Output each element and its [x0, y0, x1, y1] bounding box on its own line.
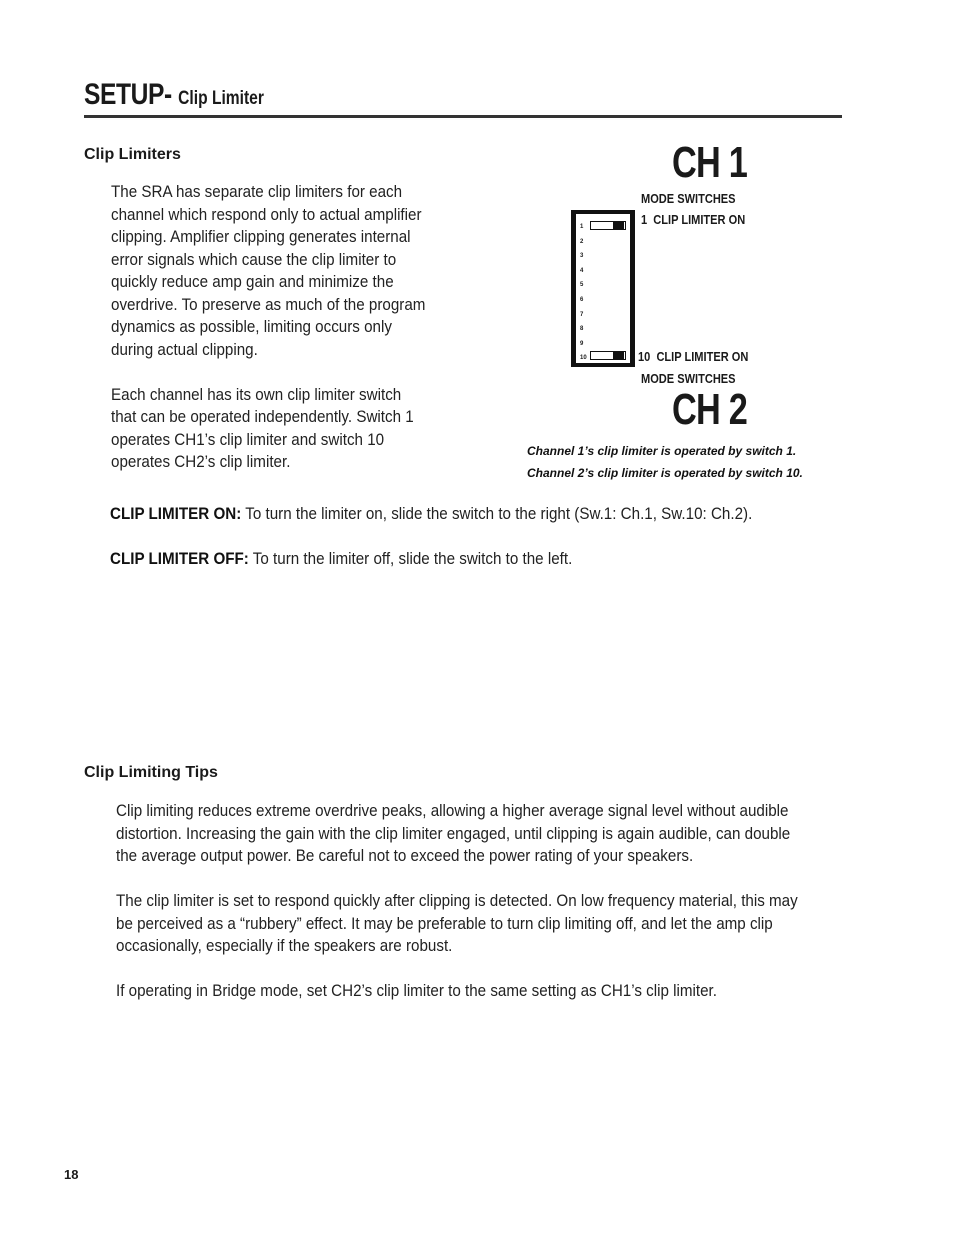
switch-number: 1	[580, 224, 584, 230]
switch-number: 4	[580, 267, 584, 274]
diagram-caption-1: Channel 1’s clip limiter is operated by switch 1.	[527, 444, 797, 458]
switch-10-number: 10	[638, 349, 651, 364]
dip-switch-1	[590, 221, 626, 230]
dip-switch-1-knob-on	[613, 222, 624, 229]
clip-limiter-on-text	[110, 503, 752, 525]
switch-number: 7	[580, 311, 584, 318]
dip-switch-block	[571, 210, 635, 367]
switch-number: 9	[580, 340, 584, 347]
clip-limiter-off-description: To turn the limiter off, slide the switch to the left.	[248, 550, 573, 568]
title-sub: Clip Limiter	[178, 88, 264, 109]
dip-switch-10-knob-on	[613, 352, 624, 359]
switch-10-label: CLIP LIMITER ON	[656, 349, 749, 364]
header-rule	[84, 115, 842, 118]
mode-switches-label-top: MODE SWITCHES	[641, 191, 736, 206]
section2-paragraph-3: If operating in Bridge mode, set CH2’s clip limiter to the same setting as CH1’s clip limiter.	[116, 982, 717, 1000]
switch-1-callout	[641, 212, 745, 227]
section2-paragraph-1: Clip limiting reduces extreme overdrive peaks, allowing a higher average signal level without audible distortion. Increasing the gain with the clip limiter engaged, until clipping is again audible, can double the average output power. Be careful not to exceed the power rating of your speakers.	[116, 802, 791, 865]
switch-1-label: CLIP LIMITER ON	[653, 212, 746, 227]
dip-switch-body	[576, 214, 630, 363]
switch-10-callout	[638, 349, 748, 364]
clip-limiter-on-label: CLIP LIMITER ON:	[110, 505, 242, 523]
title-main: SETUP-	[84, 78, 172, 111]
section2-paragraph-2: The clip limiter is set to respond quickly after clipping is detected. On low frequency material, this may be perceived as a “rubbery” effect. It may be preferable to turn clip limiting off, and let the amp clip occasionally, especially if the speakers are robust.	[116, 892, 798, 955]
switch-number: 5	[580, 282, 584, 289]
clip-limiter-off-text	[110, 548, 572, 570]
diagram-caption-2: Channel 2’s clip limiter is operated by switch 10.	[527, 466, 803, 480]
switch-number: 8	[580, 326, 584, 333]
mode-switches-label-bottom: MODE SWITCHES	[641, 371, 736, 386]
page-title	[84, 78, 264, 112]
switch-number-column	[580, 220, 587, 366]
section2-body	[116, 800, 815, 1025]
section1-body	[111, 181, 442, 496]
page-number: 18	[64, 1167, 79, 1182]
switch-number: 6	[580, 296, 584, 303]
switch-number: 3	[580, 253, 584, 260]
switch-number: 2	[580, 238, 584, 245]
section1-paragraph-2: Each channel has its own clip limiter switch that can be operated independently. Switch 1 operates CH1’s clip limiter and switch 10 operates CH2’s clip limiter.	[111, 385, 414, 471]
switch-number: 10	[580, 355, 587, 362]
section-heading-clip-limiting-tips: Clip Limiting Tips	[84, 764, 218, 781]
section1-paragraph-1: The SRA has separate clip limiters for each channel which respond only to actual amplifier clipping. Amplifier clipping generates internal error signals which cause the clip limiter to quickly reduce amp gain and minimize the overdrive. To preserve as much of the program dynamics as possible, limiting occurs only during actual clipping.	[111, 183, 426, 359]
ch1-label: CH 1	[672, 138, 748, 187]
switch-1-number: 1	[641, 212, 648, 227]
ch2-label: CH 2	[672, 385, 748, 434]
dip-switch-10	[590, 351, 626, 360]
clip-limiter-on-description: To turn the limiter on, slide the switch to the right (Sw.1: Ch.1, Sw.10: Ch.2).	[241, 505, 753, 523]
section-heading-clip-limiters: Clip Limiters	[84, 146, 181, 163]
clip-limiter-off-label: CLIP LIMITER OFF:	[110, 550, 249, 568]
